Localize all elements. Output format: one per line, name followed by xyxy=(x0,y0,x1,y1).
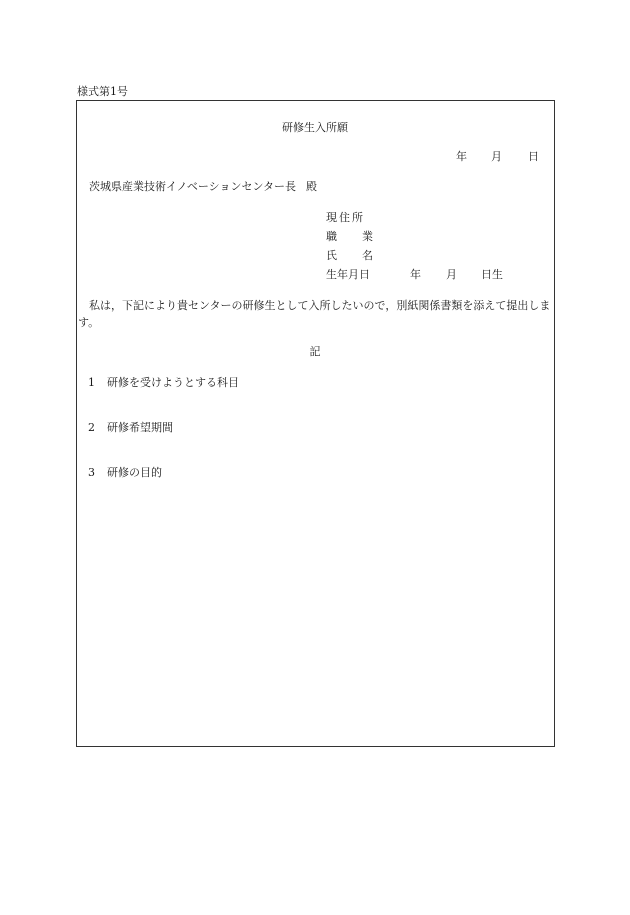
item-label: 研修希望期間 xyxy=(107,421,173,434)
addressee-honorific: 殿 xyxy=(306,180,318,193)
name-label-text: 氏名 xyxy=(326,249,373,262)
form-number: 様式第1号 xyxy=(77,85,128,98)
addressee xyxy=(89,181,317,192)
occupation-label-text: 職業 xyxy=(326,230,373,243)
applicant-address-label: 現住所 xyxy=(326,211,365,224)
applicant-occupation-label xyxy=(326,231,373,242)
birthdate-year-label: 年 xyxy=(410,268,421,281)
item-subject xyxy=(88,377,239,388)
form-title: 研修生入所願 xyxy=(282,121,348,134)
item-period xyxy=(88,422,173,433)
addressee-name: 茨城県産業技術イノベーションセンター長 xyxy=(89,180,297,193)
item-purpose xyxy=(88,467,162,478)
item-number: 1 xyxy=(88,376,95,389)
item-label: 研修の目的 xyxy=(107,466,162,479)
date-year-label: 年 xyxy=(456,150,467,163)
item-label: 研修を受けようとする科目 xyxy=(107,376,239,389)
item-number: 3 xyxy=(88,466,95,479)
applicant-birthdate-label: 生年月日 xyxy=(326,268,370,281)
request-body-text: 私は，下記により貴センターの研修生として入所したいので，別紙関係書類を添えて提出します。 xyxy=(78,299,551,329)
birthdate-month-label: 月 xyxy=(446,268,457,281)
applicant-name-label xyxy=(326,250,373,261)
ki-heading: 記 xyxy=(309,345,321,358)
birthdate-day-label: 日生 xyxy=(481,268,503,281)
date-day-label: 日 xyxy=(528,150,539,163)
date-month-label: 月 xyxy=(491,150,502,163)
item-number: 2 xyxy=(88,421,95,434)
